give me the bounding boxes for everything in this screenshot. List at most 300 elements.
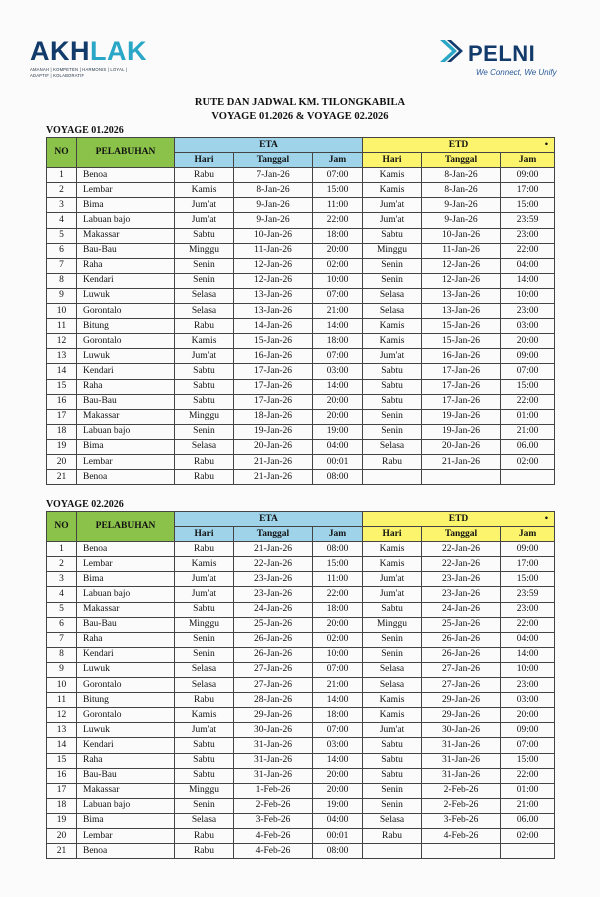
cell-etd-time: 04:00 — [501, 632, 555, 647]
col-header-eta-day: Hari — [175, 153, 234, 168]
cell-eta-time: 20:00 — [313, 768, 363, 783]
voyage-1-label: VOYAGE 01.2026 — [46, 125, 124, 136]
col-header-eta-date: Tanggal — [234, 527, 313, 542]
cell-eta-time: 14:00 — [313, 319, 363, 334]
cell-eta-time: 22:00 — [313, 213, 363, 228]
cell-etd-time: 23:00 — [501, 602, 555, 617]
cell-eta-time: 20:00 — [313, 617, 363, 632]
cell-eta-time: 04:00 — [313, 439, 363, 454]
cell-etd-date: 3-Feb-26 — [422, 813, 501, 828]
cell-etd-day: Kamis — [363, 542, 422, 557]
cell-no: 3 — [47, 572, 77, 587]
cell-eta-day: Senin — [175, 632, 234, 647]
cell-no: 4 — [47, 213, 77, 228]
cell-eta-date: 7-Jan-26 — [234, 168, 313, 183]
cell-etd-day: Senin — [363, 409, 422, 424]
table-row — [47, 304, 555, 319]
cell-eta-day: Senin — [175, 273, 234, 288]
cell-etd-day: Sabtu — [363, 768, 422, 783]
cell-etd-time: 06.00 — [501, 439, 555, 454]
cell-eta-date: 28-Jan-26 — [234, 693, 313, 708]
table-row — [47, 632, 555, 647]
cell-etd-day: Senin — [363, 798, 422, 813]
cell-eta-date: 23-Jan-26 — [234, 587, 313, 602]
cell-port: Luwuk — [77, 723, 175, 738]
cell-etd-time: 23:00 — [501, 678, 555, 693]
cell-no: 20 — [47, 454, 77, 469]
cell-eta-day: Kamis — [175, 557, 234, 572]
cell-eta-date: 4-Feb-26 — [234, 844, 313, 859]
cell-port: Luwuk — [77, 349, 175, 364]
cell-port: Luwuk — [77, 288, 175, 303]
table-row — [47, 753, 555, 768]
cell-etd-date: 8-Jan-26 — [422, 183, 501, 198]
table-row — [47, 364, 555, 379]
cell-etd-time: 23:59 — [501, 213, 555, 228]
col-header-port: PELABUHAN — [77, 512, 175, 542]
col-header-no: NO — [47, 138, 77, 168]
cell-etd-time: 09:00 — [501, 168, 555, 183]
col-header-etd-day: Hari — [363, 527, 422, 542]
cell-etd-day: Kamis — [363, 319, 422, 334]
voyage-1-schedule-table — [46, 137, 555, 485]
cell-eta-day: Minggu — [175, 409, 234, 424]
cell-eta-time: 14:00 — [313, 379, 363, 394]
cell-eta-date: 13-Jan-26 — [234, 304, 313, 319]
pelni-wordmark: PELNI — [468, 41, 536, 66]
cell-etd-time: 07:00 — [501, 364, 555, 379]
cell-eta-day: Senin — [175, 258, 234, 273]
cell-etd-day: Sabtu — [363, 379, 422, 394]
table-row — [47, 424, 555, 439]
cell-etd-day: Jum'at — [363, 213, 422, 228]
cell-port: Lembar — [77, 183, 175, 198]
akhlak-wordmark: AKHLAK — [30, 36, 147, 66]
cell-eta-day: Sabtu — [175, 602, 234, 617]
cell-eta-time: 21:00 — [313, 678, 363, 693]
cell-etd-time: 04:00 — [501, 258, 555, 273]
cell-port: Makassar — [77, 409, 175, 424]
cell-eta-date: 13-Jan-26 — [234, 288, 313, 303]
cell-etd-day: Kamis — [363, 183, 422, 198]
cell-port: Raha — [77, 632, 175, 647]
etd-marker: • — [544, 139, 549, 150]
cell-eta-day: Rabu — [175, 693, 234, 708]
cell-no: 12 — [47, 708, 77, 723]
cell-eta-date: 22-Jan-26 — [234, 557, 313, 572]
cell-no: 21 — [47, 470, 77, 485]
cell-port: Gorontalo — [77, 334, 175, 349]
cell-port: Bau-Bau — [77, 394, 175, 409]
cell-eta-day: Rabu — [175, 542, 234, 557]
cell-eta-day: Kamis — [175, 708, 234, 723]
cell-eta-day: Selasa — [175, 439, 234, 454]
cell-eta-date: 18-Jan-26 — [234, 409, 313, 424]
cell-port: Luwuk — [77, 662, 175, 677]
cell-eta-day: Sabtu — [175, 768, 234, 783]
cell-port: Benoa — [77, 470, 175, 485]
cell-port: Makassar — [77, 783, 175, 798]
cell-etd-day: Jum'at — [363, 723, 422, 738]
cell-etd-time: 09:00 — [501, 349, 555, 364]
cell-etd-day: Kamis — [363, 708, 422, 723]
cell-eta-day: Jum'at — [175, 572, 234, 587]
cell-no: 7 — [47, 258, 77, 273]
table-row — [47, 813, 555, 828]
table-row — [47, 288, 555, 303]
cell-etd-time: 22:00 — [501, 768, 555, 783]
table-row — [47, 708, 555, 723]
cell-etd-date: 15-Jan-26 — [422, 334, 501, 349]
cell-no: 4 — [47, 587, 77, 602]
col-header-etd: ETD • — [363, 512, 555, 527]
cell-eta-day: Sabtu — [175, 364, 234, 379]
cell-port: Labuan bajo — [77, 587, 175, 602]
cell-etd-time — [501, 844, 555, 859]
cell-etd-day: Kamis — [363, 557, 422, 572]
cell-etd-day: Jum'at — [363, 198, 422, 213]
cell-etd-time: 10:00 — [501, 288, 555, 303]
cell-eta-date: 21-Jan-26 — [234, 454, 313, 469]
cell-eta-day: Jum'at — [175, 723, 234, 738]
cell-eta-day: Rabu — [175, 828, 234, 843]
table-row — [47, 454, 555, 469]
cell-port: Bitung — [77, 693, 175, 708]
cell-no: 21 — [47, 844, 77, 859]
akhlak-tagline: AMANAH | KOMPETEN | HARMONIS | LOYAL | ADAPTIF | KOLABORATIF — [30, 67, 128, 78]
cell-port: Labuan bajo — [77, 424, 175, 439]
table-row — [47, 557, 555, 572]
cell-eta-date: 17-Jan-26 — [234, 364, 313, 379]
cell-port: Gorontalo — [77, 304, 175, 319]
cell-etd-day: Senin — [363, 632, 422, 647]
cell-eta-date: 12-Jan-26 — [234, 258, 313, 273]
cell-eta-date: 8-Jan-26 — [234, 183, 313, 198]
cell-etd-time: 14:00 — [501, 647, 555, 662]
cell-etd-time: 03:00 — [501, 319, 555, 334]
table-row — [47, 693, 555, 708]
cell-eta-day: Rabu — [175, 844, 234, 859]
cell-eta-day: Sabtu — [175, 394, 234, 409]
cell-port: Bima — [77, 439, 175, 454]
cell-no: 1 — [47, 168, 77, 183]
cell-eta-date: 17-Jan-26 — [234, 379, 313, 394]
cell-no: 9 — [47, 288, 77, 303]
cell-no: 12 — [47, 334, 77, 349]
cell-port: Kendari — [77, 738, 175, 753]
cell-eta-day: Sabtu — [175, 379, 234, 394]
table-row — [47, 602, 555, 617]
cell-no: 20 — [47, 828, 77, 843]
cell-etd-day: Kamis — [363, 334, 422, 349]
cell-etd-time: 03:00 — [501, 693, 555, 708]
cell-eta-date: 9-Jan-26 — [234, 213, 313, 228]
voyage-1-rows — [47, 168, 555, 485]
cell-eta-day: Rabu — [175, 319, 234, 334]
cell-etd-time: 01:00 — [501, 783, 555, 798]
cell-etd-date: 27-Jan-26 — [422, 678, 501, 693]
cell-etd-day: Minggu — [363, 617, 422, 632]
cell-no: 17 — [47, 783, 77, 798]
cell-eta-date: 25-Jan-26 — [234, 617, 313, 632]
cell-eta-day: Selasa — [175, 662, 234, 677]
cell-etd-date: 29-Jan-26 — [422, 693, 501, 708]
cell-etd-time: 14:00 — [501, 273, 555, 288]
cell-eta-day: Rabu — [175, 454, 234, 469]
cell-etd-day: Sabtu — [363, 364, 422, 379]
table-row — [47, 349, 555, 364]
table-row — [47, 647, 555, 662]
col-header-port: PELABUHAN — [77, 138, 175, 168]
cell-eta-time: 18:00 — [313, 602, 363, 617]
cell-etd-time: 22:00 — [501, 617, 555, 632]
document-title: RUTE DAN JADWAL KM. TILONGKABILA — [194, 97, 406, 108]
cell-eta-time: 07:00 — [313, 288, 363, 303]
col-header-eta: ETA — [175, 138, 363, 153]
table-row — [47, 243, 555, 258]
cell-etd-time: 01:00 — [501, 409, 555, 424]
cell-no: 14 — [47, 364, 77, 379]
cell-eta-time: 10:00 — [313, 273, 363, 288]
cell-etd-date: 9-Jan-26 — [422, 198, 501, 213]
cell-etd-time: 15:00 — [501, 753, 555, 768]
cell-eta-time: 20:00 — [313, 783, 363, 798]
cell-eta-date: 1-Feb-26 — [234, 783, 313, 798]
cell-no: 7 — [47, 632, 77, 647]
cell-eta-time: 00:01 — [313, 454, 363, 469]
cell-eta-time: 21:00 — [313, 304, 363, 319]
col-header-eta: ETA — [175, 512, 363, 527]
cell-etd-time: 20:00 — [501, 708, 555, 723]
cell-etd-date: 26-Jan-26 — [422, 647, 501, 662]
table-row — [47, 723, 555, 738]
cell-eta-time: 20:00 — [313, 394, 363, 409]
cell-etd-date: 30-Jan-26 — [422, 723, 501, 738]
cell-etd-day: Jum'at — [363, 587, 422, 602]
cell-eta-time: 20:00 — [313, 243, 363, 258]
cell-etd-date: 12-Jan-26 — [422, 273, 501, 288]
cell-eta-date: 30-Jan-26 — [234, 723, 313, 738]
cell-eta-date: 15-Jan-26 — [234, 334, 313, 349]
col-header-etd-date: Tanggal — [422, 527, 501, 542]
table-row — [47, 168, 555, 183]
cell-no: 10 — [47, 304, 77, 319]
cell-etd-day: Jum'at — [363, 572, 422, 587]
cell-etd-date: 2-Feb-26 — [422, 783, 501, 798]
cell-eta-time: 11:00 — [313, 572, 363, 587]
cell-etd-date: 31-Jan-26 — [422, 738, 501, 753]
cell-eta-date: 3-Feb-26 — [234, 813, 313, 828]
cell-etd-day: Selasa — [363, 662, 422, 677]
cell-etd-date: 11-Jan-26 — [422, 243, 501, 258]
cell-eta-date: 2-Feb-26 — [234, 798, 313, 813]
table-row — [47, 828, 555, 843]
cell-port: Raha — [77, 753, 175, 768]
table-row — [47, 738, 555, 753]
cell-no: 15 — [47, 753, 77, 768]
cell-port: Bau-Bau — [77, 768, 175, 783]
cell-etd-day: Sabtu — [363, 228, 422, 243]
cell-etd-date: 24-Jan-26 — [422, 602, 501, 617]
cell-eta-time: 18:00 — [313, 334, 363, 349]
cell-eta-date: 21-Jan-26 — [234, 542, 313, 557]
cell-etd-day: Sabtu — [363, 753, 422, 768]
cell-port: Lembar — [77, 557, 175, 572]
col-header-etd-time: Jam — [501, 527, 555, 542]
cell-etd-day: Selasa — [363, 813, 422, 828]
cell-etd-time: 02:00 — [501, 454, 555, 469]
cell-eta-day: Minggu — [175, 243, 234, 258]
cell-etd-day: Senin — [363, 424, 422, 439]
cell-eta-time: 04:00 — [313, 813, 363, 828]
voyage-2-rows — [47, 542, 555, 859]
cell-eta-time: 00:01 — [313, 828, 363, 843]
cell-etd-day: Sabtu — [363, 394, 422, 409]
cell-port: Kendari — [77, 273, 175, 288]
cell-eta-date: 21-Jan-26 — [234, 470, 313, 485]
cell-no: 19 — [47, 813, 77, 828]
cell-etd-date: 9-Jan-26 — [422, 213, 501, 228]
pelni-arrow-icon — [438, 38, 464, 64]
cell-eta-time: 20:00 — [313, 409, 363, 424]
cell-etd-time: 23:00 — [501, 228, 555, 243]
cell-etd-day: Selasa — [363, 439, 422, 454]
cell-no: 2 — [47, 183, 77, 198]
cell-etd-time — [501, 470, 555, 485]
cell-eta-date: 4-Feb-26 — [234, 828, 313, 843]
cell-no: 17 — [47, 409, 77, 424]
cell-eta-time: 08:00 — [313, 844, 363, 859]
cell-eta-date: 14-Jan-26 — [234, 319, 313, 334]
cell-port: Lembar — [77, 454, 175, 469]
cell-no: 16 — [47, 768, 77, 783]
cell-eta-time: 07:00 — [313, 723, 363, 738]
cell-etd-day — [363, 844, 422, 859]
cell-eta-date: 29-Jan-26 — [234, 708, 313, 723]
cell-no: 6 — [47, 243, 77, 258]
cell-eta-time: 08:00 — [313, 542, 363, 557]
cell-eta-date: 9-Jan-26 — [234, 198, 313, 213]
cell-etd-date: 26-Jan-26 — [422, 632, 501, 647]
cell-eta-day: Sabtu — [175, 753, 234, 768]
cell-eta-day: Sabtu — [175, 228, 234, 243]
cell-eta-date: 10-Jan-26 — [234, 228, 313, 243]
cell-eta-time: 07:00 — [313, 662, 363, 677]
cell-eta-time: 14:00 — [313, 753, 363, 768]
cell-eta-date: 11-Jan-26 — [234, 243, 313, 258]
etd-marker: • — [544, 513, 549, 524]
cell-etd-date — [422, 470, 501, 485]
cell-port: Bau-Bau — [77, 243, 175, 258]
col-header-eta-time: Jam — [313, 527, 363, 542]
cell-etd-date: 2-Feb-26 — [422, 798, 501, 813]
cell-no: 18 — [47, 798, 77, 813]
cell-eta-time: 07:00 — [313, 349, 363, 364]
cell-port: Raha — [77, 379, 175, 394]
document-subtitle: VOYAGE 01.2026 & VOYAGE 02.2026 — [211, 111, 389, 122]
cell-etd-date: 13-Jan-26 — [422, 288, 501, 303]
cell-etd-time: 15:00 — [501, 198, 555, 213]
table-row — [47, 470, 555, 485]
cell-etd-time: 21:00 — [501, 424, 555, 439]
cell-no: 11 — [47, 693, 77, 708]
cell-eta-time: 02:00 — [313, 632, 363, 647]
cell-eta-time: 03:00 — [313, 738, 363, 753]
cell-eta-date: 31-Jan-26 — [234, 753, 313, 768]
cell-no: 15 — [47, 379, 77, 394]
cell-etd-day: Rabu — [363, 454, 422, 469]
table-row — [47, 334, 555, 349]
cell-etd-date: 25-Jan-26 — [422, 617, 501, 632]
cell-port: Makassar — [77, 228, 175, 243]
cell-no: 19 — [47, 439, 77, 454]
cell-etd-date: 19-Jan-26 — [422, 409, 501, 424]
cell-etd-time: 23:59 — [501, 587, 555, 602]
cell-etd-date: 31-Jan-26 — [422, 768, 501, 783]
cell-etd-date: 15-Jan-26 — [422, 319, 501, 334]
cell-etd-date: 20-Jan-26 — [422, 439, 501, 454]
table-row — [47, 258, 555, 273]
table-row — [47, 798, 555, 813]
table-row — [47, 542, 555, 557]
cell-port: Gorontalo — [77, 678, 175, 693]
cell-port: Kendari — [77, 647, 175, 662]
cell-eta-day: Sabtu — [175, 738, 234, 753]
cell-eta-day: Rabu — [175, 168, 234, 183]
cell-no: 8 — [47, 647, 77, 662]
cell-etd-time: 21:00 — [501, 798, 555, 813]
cell-etd-time: 23:00 — [501, 304, 555, 319]
cell-eta-time: 18:00 — [313, 228, 363, 243]
cell-eta-day: Kamis — [175, 183, 234, 198]
cell-etd-time: 06.00 — [501, 813, 555, 828]
cell-eta-date: 24-Jan-26 — [234, 602, 313, 617]
cell-eta-time: 18:00 — [313, 708, 363, 723]
cell-eta-date: 27-Jan-26 — [234, 678, 313, 693]
cell-no: 5 — [47, 602, 77, 617]
cell-no: 3 — [47, 198, 77, 213]
cell-etd-time: 15:00 — [501, 379, 555, 394]
cell-eta-day: Jum'at — [175, 213, 234, 228]
cell-etd-day: Senin — [363, 783, 422, 798]
cell-etd-day: Jum'at — [363, 349, 422, 364]
cell-etd-date: 13-Jan-26 — [422, 304, 501, 319]
cell-no: 11 — [47, 319, 77, 334]
cell-eta-day: Minggu — [175, 783, 234, 798]
cell-eta-time: 03:00 — [313, 364, 363, 379]
table-row — [47, 273, 555, 288]
cell-port: Lembar — [77, 828, 175, 843]
col-header-eta-day: Hari — [175, 527, 234, 542]
cell-etd-time: 09:00 — [501, 723, 555, 738]
table-row — [47, 319, 555, 334]
cell-no: 14 — [47, 738, 77, 753]
cell-port: Benoa — [77, 542, 175, 557]
voyage-2-label: VOYAGE 02.2026 — [46, 499, 124, 510]
cell-no: 16 — [47, 394, 77, 409]
table-row — [47, 572, 555, 587]
cell-eta-day: Selasa — [175, 678, 234, 693]
cell-eta-date: 26-Jan-26 — [234, 632, 313, 647]
cell-etd-time: 09:00 — [501, 542, 555, 557]
cell-eta-day: Senin — [175, 798, 234, 813]
cell-etd-time: 07:00 — [501, 738, 555, 753]
cell-etd-date: 12-Jan-26 — [422, 258, 501, 273]
cell-etd-date — [422, 844, 501, 859]
cell-etd-date: 19-Jan-26 — [422, 424, 501, 439]
table-row — [47, 587, 555, 602]
cell-port: Bima — [77, 813, 175, 828]
